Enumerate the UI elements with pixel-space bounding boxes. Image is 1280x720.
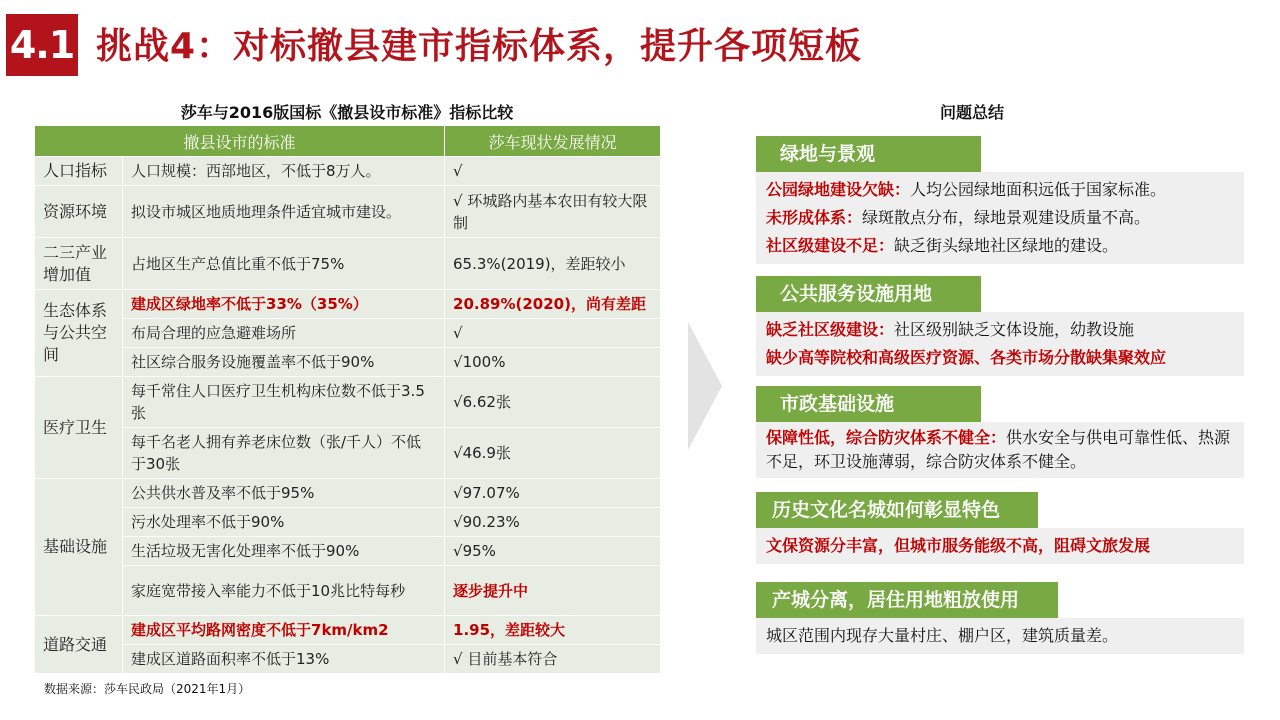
standard-cell: 建成区道路面积率不低于13% [123, 645, 445, 674]
standard-cell: 生活垃圾无害化处理率不低于90% [123, 537, 445, 566]
keyword: 缺少高等院校和高级医疗资源、各类市场分散缺集聚效应 [766, 348, 1167, 367]
table-row [35, 645, 661, 674]
standard-cell: 家庭宽带接入率能力不低于10兆比特每秒 [123, 566, 445, 616]
keyword: 社区级建设不足： [766, 236, 895, 255]
category-cell: 生态体系与公共空间 [35, 290, 123, 377]
page-title: 挑战4：对标撤县建市指标体系，提升各项短板 [96, 26, 863, 67]
section-number-badge: 4.1 [6, 14, 78, 76]
keyword: 公园绿地建设欠缺： [766, 180, 911, 199]
table-row [35, 238, 661, 290]
standard-cell: 人口规模：西部地区，不低于8万人。 [123, 157, 445, 186]
status-cell: √95% [445, 537, 661, 566]
data-source-note: 数据来源：莎车民政局（2021年1月） [44, 682, 251, 696]
status-cell: √ 环城路内基本农田有较大限制 [445, 186, 661, 238]
status-cell: √ [445, 157, 661, 186]
detail: 人均公园绿地面积远低于国家标准。 [910, 180, 1167, 199]
section-body [756, 422, 1244, 478]
standard-cell: 每千名老人拥有养老床位数（张/千人）不低于30张 [123, 428, 445, 479]
keyword: 未形成体系： [766, 208, 863, 227]
section-heading: 产城分离，居住用地粗放使用 [756, 582, 1058, 618]
standard-cell: 污水处理率不低于90% [123, 508, 445, 537]
category-cell: 二三产业增加值 [35, 238, 123, 290]
header-standard: 撤县设市的标准 [35, 126, 445, 157]
status-cell: 1.95，差距较大 [445, 616, 661, 645]
standard-cell: 建成区平均路网密度不低于7km/km2 [123, 616, 445, 645]
table-row [35, 290, 661, 319]
summary-line [766, 622, 1234, 650]
table-row [35, 428, 661, 479]
summary-line [766, 204, 1234, 232]
summary-section-land-use [756, 582, 1244, 654]
summary-section-heritage [756, 492, 1244, 564]
standard-cell: 建成区绿地率不低于33%（35%） [123, 290, 445, 319]
header-status: 莎车现状发展情况 [445, 126, 661, 157]
summary-line [766, 426, 1234, 474]
standard-cell: 占地区生产总值比重不低于75% [123, 238, 445, 290]
detail: 社区级别缺乏文体设施，幼教设施 [894, 320, 1135, 339]
table-row [35, 319, 661, 348]
summary-line [766, 176, 1234, 204]
detail: 绿斑散点分布，绿地景观建设质量不高。 [862, 208, 1151, 227]
summary-section-public-service [756, 276, 1244, 376]
section-heading: 公共服务设施用地 [756, 276, 981, 312]
standard-cell: 拟设市城区地质地理条件适宜城市建设。 [123, 186, 445, 238]
status-cell: √90.23% [445, 508, 661, 537]
section-heading: 绿地与景观 [756, 136, 981, 172]
keyword: 保障性低，综合防灾体系不健全： [766, 428, 1007, 447]
category-cell: 道路交通 [35, 616, 123, 674]
section-body [756, 618, 1244, 654]
summary-section-municipal [756, 386, 1244, 478]
table-row [35, 377, 661, 428]
status-cell: √6.62张 [445, 377, 661, 428]
section-heading: 历史文化名城如何彰显特色 [756, 492, 1038, 528]
standards-comparison-table [34, 125, 661, 674]
status-cell: √46.9张 [445, 428, 661, 479]
category-cell: 人口指标 [35, 157, 123, 186]
table-row [35, 508, 661, 537]
category-cell: 医疗卫生 [35, 377, 123, 479]
standard-cell: 每千常住人口医疗卫生机构床位数不低于3.5张 [123, 377, 445, 428]
summary-section-greenland [756, 136, 1244, 264]
table-row [35, 616, 661, 645]
summary-line [766, 532, 1234, 560]
standard-cell: 公共供水普及率不低于95% [123, 479, 445, 508]
table-row [35, 537, 661, 566]
keyword: 文保资源分丰富，但城市服务能级不高，阻碍文旅发展 [766, 536, 1151, 555]
status-cell: 逐步提升中 [445, 566, 661, 616]
status-cell: √ [445, 319, 661, 348]
section-body [756, 172, 1244, 264]
section-body [756, 528, 1244, 564]
status-cell: 65.3%(2019)，差距较小 [445, 238, 661, 290]
table-row [35, 157, 661, 186]
section-heading: 市政基础设施 [756, 386, 981, 422]
status-cell: √100% [445, 348, 661, 377]
detail: 供水安全与供电可靠性低、热源不足，环卫设施薄弱，综合防灾体系不健全。 [766, 428, 1231, 471]
standard-cell: 社区综合服务设施覆盖率不低于90% [123, 348, 445, 377]
section-body [756, 312, 1244, 376]
detail: 城区范围内现存大量村庄、棚户区，建筑质量差。 [766, 626, 1119, 645]
status-cell: √ 目前基本符合 [445, 645, 661, 674]
table-row [35, 479, 661, 508]
summary-line [766, 232, 1234, 260]
summary-title: 问题总结 [940, 103, 1005, 122]
arrow-right-icon [688, 322, 722, 450]
table-row [35, 566, 661, 616]
keyword: 缺乏社区级建设： [766, 320, 895, 339]
table-row [35, 186, 661, 238]
detail: 缺乏街头绿地社区绿地的建设。 [894, 236, 1119, 255]
summary-line [766, 316, 1234, 344]
summary-line [766, 344, 1234, 372]
table-title: 莎车与2016版国标《撤县设市标准》指标比较 [180, 103, 514, 122]
category-cell: 基础设施 [35, 479, 123, 616]
table-header-row [35, 126, 661, 157]
standard-cell: 布局合理的应急避难场所 [123, 319, 445, 348]
status-cell: √97.07% [445, 479, 661, 508]
status-cell: 20.89%(2020)，尚有差距 [445, 290, 661, 319]
category-cell: 资源环境 [35, 186, 123, 238]
table-row [35, 348, 661, 377]
